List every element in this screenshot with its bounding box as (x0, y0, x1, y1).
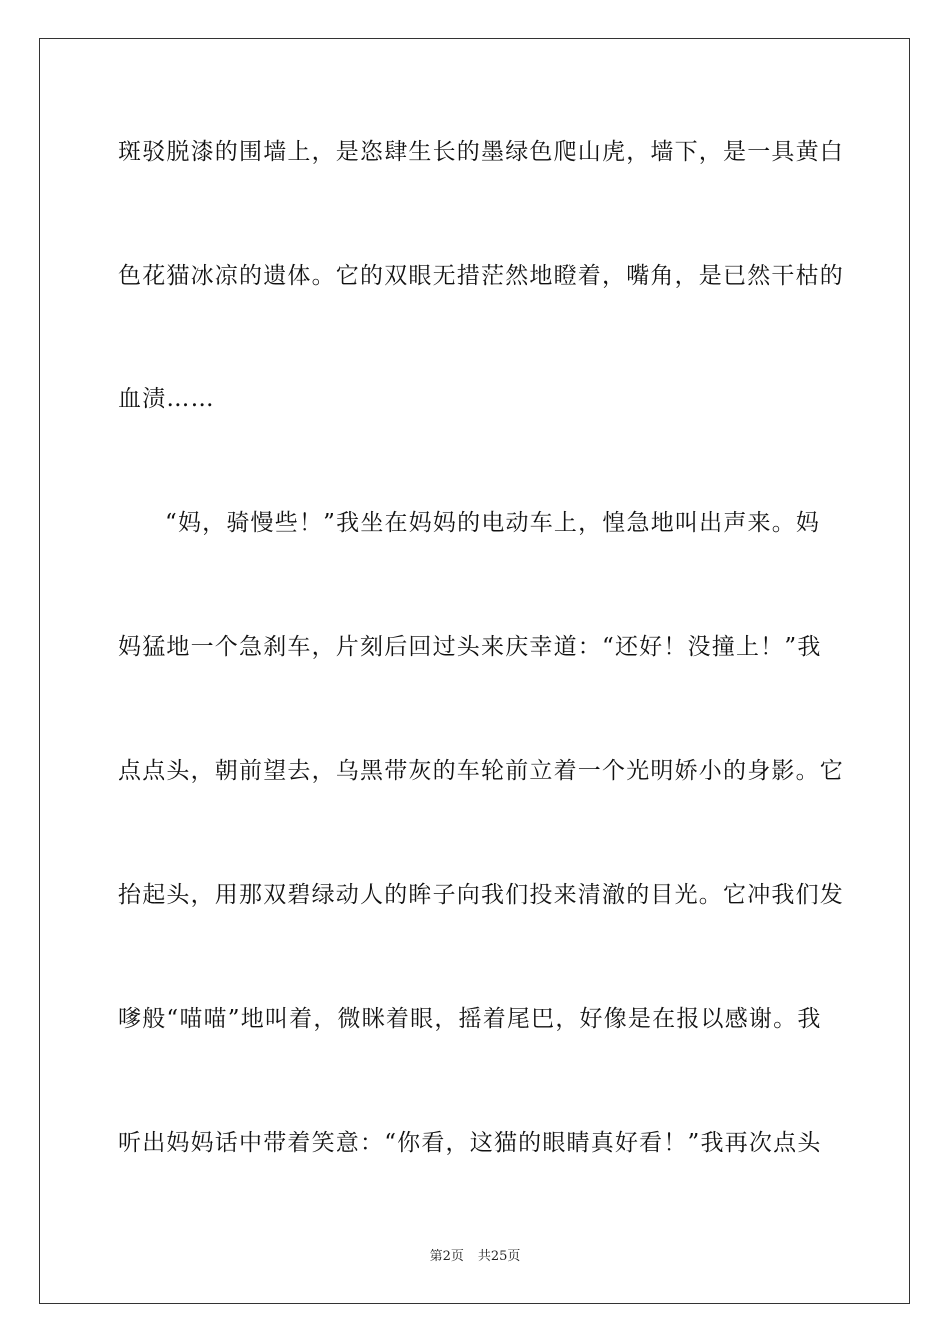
text-line: 嗲般“喵喵”地叫着，微眯着眼，摇着尾巴，好像是在报以感谢。我 (118, 1006, 822, 1032)
page-total: 共25页 (477, 1249, 521, 1264)
text-line: 听出妈妈话中带着笑意：“你看，这猫的眼睛真好看！”我再次点头 (118, 1130, 822, 1156)
text-line: 妈猛地一个急刹车，片刻后回过头来庆幸道：“还好！没撞上！”我 (118, 634, 822, 660)
text-line: 色花猫冰凉的遗体。它的双眼无措茫然地瞪着，嘴角，是已然干枯的 (118, 263, 844, 289)
text-line: 斑驳脱漆的围墙上，是恣肆生长的墨绿色爬山虎，墙下，是一具黄白 (118, 139, 844, 165)
page-number: 第2页 (429, 1249, 464, 1264)
paragraph-start-line: “妈，骑慢些！”我坐在妈妈的电动车上，惶急地叫出声来。妈 (165, 510, 821, 536)
page-border (39, 38, 910, 1304)
page-footer (0, 1248, 950, 1266)
text-line: 抬起头，用那双碧绿动人的眸子向我们投来清澈的目光。它冲我们发 (118, 882, 844, 908)
text-line: 点点头，朝前望去，乌黑带灰的车轮前立着一个光明娇小的身影。它 (118, 758, 844, 784)
text-line: 血渍…… (118, 386, 215, 412)
